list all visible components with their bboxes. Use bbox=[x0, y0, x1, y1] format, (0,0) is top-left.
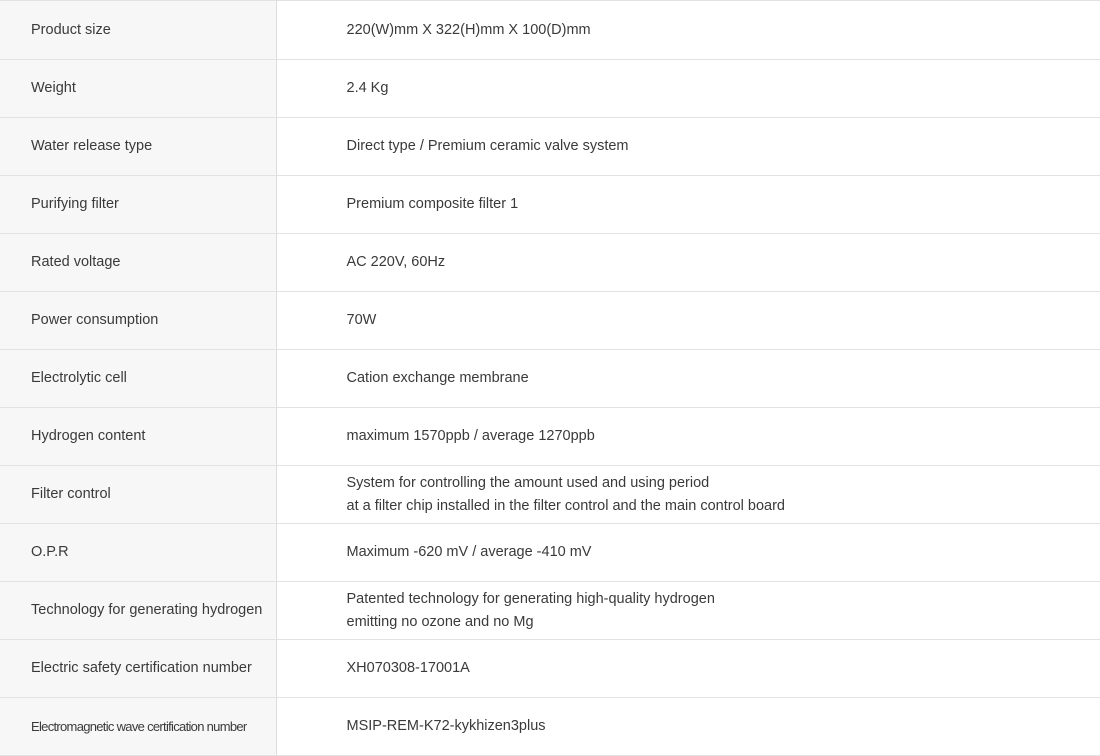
spec-value bbox=[276, 118, 1100, 176]
spec-label: Rated voltage bbox=[0, 234, 276, 292]
spec-label: Purifying filter bbox=[0, 176, 276, 234]
table-row bbox=[0, 176, 1100, 234]
spec-label: Electrolytic cell bbox=[0, 350, 276, 408]
spec-value bbox=[276, 60, 1100, 118]
spec-value-line: XH070308-17001A bbox=[347, 657, 1100, 680]
spec-value bbox=[276, 350, 1100, 408]
table-row bbox=[0, 350, 1100, 408]
table-row bbox=[0, 234, 1100, 292]
spec-value bbox=[276, 466, 1100, 524]
spec-label: Electric safety certification number bbox=[0, 640, 276, 698]
spec-label: O.P.R bbox=[0, 524, 276, 582]
spec-label: Technology for generating hydrogen bbox=[0, 582, 276, 640]
table-row bbox=[0, 1, 1100, 60]
spec-label: Electromagnetic wave certification number bbox=[0, 698, 276, 756]
spec-label: Product size bbox=[0, 1, 276, 60]
spec-value-line: at a filter chip installed in the filter control and the main control board bbox=[347, 495, 1100, 518]
spec-label: Water release type bbox=[0, 118, 276, 176]
spec-value bbox=[276, 408, 1100, 466]
spec-label: Power consumption bbox=[0, 292, 276, 350]
table-row bbox=[0, 524, 1100, 582]
spec-label: Weight bbox=[0, 60, 276, 118]
spec-value bbox=[276, 176, 1100, 234]
spec-value bbox=[276, 292, 1100, 350]
spec-table-body bbox=[0, 1, 1100, 756]
spec-value bbox=[276, 582, 1100, 640]
spec-value-line: emitting no ozone and no Mg bbox=[347, 611, 1100, 634]
table-row bbox=[0, 582, 1100, 640]
spec-value bbox=[276, 698, 1100, 756]
spec-value-line: Patented technology for generating high-quality hydrogen bbox=[347, 588, 1100, 611]
spec-label: Hydrogen content bbox=[0, 408, 276, 466]
table-row bbox=[0, 408, 1100, 466]
spec-value bbox=[276, 640, 1100, 698]
spec-value bbox=[276, 524, 1100, 582]
spec-value-line: 220(W)mm X 322(H)mm X 100(D)mm bbox=[347, 19, 1100, 42]
table-row bbox=[0, 698, 1100, 756]
spec-value-line: Direct type / Premium ceramic valve system bbox=[347, 135, 1100, 158]
table-row bbox=[0, 292, 1100, 350]
table-row bbox=[0, 640, 1100, 698]
spec-value-line: Premium composite filter 1 bbox=[347, 193, 1100, 216]
spec-value-line: AC 220V, 60Hz bbox=[347, 251, 1100, 274]
spec-value-line: Maximum -620 mV / average -410 mV bbox=[347, 541, 1100, 564]
spec-value-line: maximum 1570ppb / average 1270ppb bbox=[347, 425, 1100, 448]
table-row bbox=[0, 118, 1100, 176]
spec-value-line: Cation exchange membrane bbox=[347, 367, 1100, 390]
table-row bbox=[0, 60, 1100, 118]
spec-value bbox=[276, 1, 1100, 60]
spec-value-line: MSIP-REM-K72-kykhizen3plus bbox=[347, 715, 1100, 738]
spec-value-line: System for controlling the amount used and using period bbox=[347, 472, 1100, 495]
spec-value-line: 70W bbox=[347, 309, 1100, 332]
spec-value-line: 2.4 Kg bbox=[347, 77, 1100, 100]
spec-value bbox=[276, 234, 1100, 292]
spec-label: Filter control bbox=[0, 466, 276, 524]
table-row bbox=[0, 466, 1100, 524]
